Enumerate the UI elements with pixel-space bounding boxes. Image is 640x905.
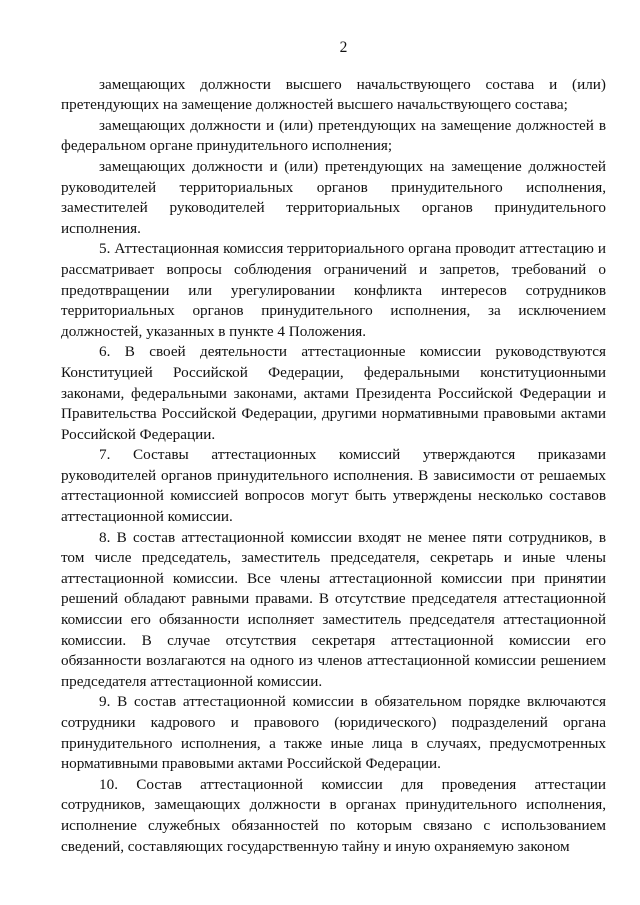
paragraph-clause-5: 5. Аттестационная комиссия территориального органа проводит аттестацию и рассматривает вопросы соблюдения ограничений и запретов, требований о предотвращении или урегулировании конфликта интересов сотрудников территориальных органов принудительного исполнения, за исключением должностей, указанных в пункте 4 Положения. bbox=[61, 240, 606, 340]
paragraph-federal-body: замещающих должности и (или) претендующих на замещение должностей в федеральном органе принудительного исполнения; bbox=[61, 116, 606, 155]
paragraph-territorial-heads: замещающих должности и (или) претендующих на замещение должностей руководителей территориальных органов принудительного исполнения, заместителей руководителей территориальных органов принудительного исполнения. bbox=[61, 157, 606, 237]
paragraph-clause-7: 7. Составы аттестационных комиссий утверждаются приказами руководителей органов принудительного исполнения. В зависимости от решаемых аттестационной комиссией вопросов могут быть утверждены несколько составов аттестационной комиссии. bbox=[61, 446, 606, 526]
paragraph-clause-9: 9. В состав аттестационной комиссии в обязательном порядке включаются сотрудники кадрового и правового (юридического) подразделений органа принудительного исполнения, а также иные лица в случаях, предусмотренных нормативными правовыми актами Российской Федерации. bbox=[61, 693, 606, 773]
page-number: 2 bbox=[339, 39, 348, 56]
paragraph-clause-8: 8. В состав аттестационной комиссии входят не менее пяти сотрудников, в том числе председатель, заместитель председателя, секретарь и иные члены аттестационной комиссии. Все члены аттестационной комиссии при принятии решений обладают равными правами. В отсутствие председателя аттестационной комиссии его обязанности исполняет заместитель председателя аттестационной комиссии. В случае отсутствия секретаря аттестационной комиссии его обязанности возлагаются на одного из членов аттестационной комиссии решением председателя аттестационной комиссии. bbox=[61, 528, 606, 690]
paragraph-clause-10: 10. Состав аттестационной комиссии для проведения аттестации сотрудников, замещающих должности в органах принудительного исполнения, исполнение служебных обязанностей по которым связано с использованием сведений, составляющих государственную тайну и иную охраняемую законом bbox=[61, 775, 606, 855]
paragraph-senior-staff: замещающих должности высшего начальствующего состава и (или) претендующих на замещение должностей высшего начальствующего состава; bbox=[61, 75, 606, 114]
paragraph-clause-6: 6. В своей деятельности аттестационные комиссии руководствуются Конституцией Российской Федерации, федеральными конституционными законами, федеральными законами, актами Президента Российской Федерации и Правительства Российской Федерации, другими нормативными правовыми актами Российской Федерации. bbox=[61, 343, 606, 443]
